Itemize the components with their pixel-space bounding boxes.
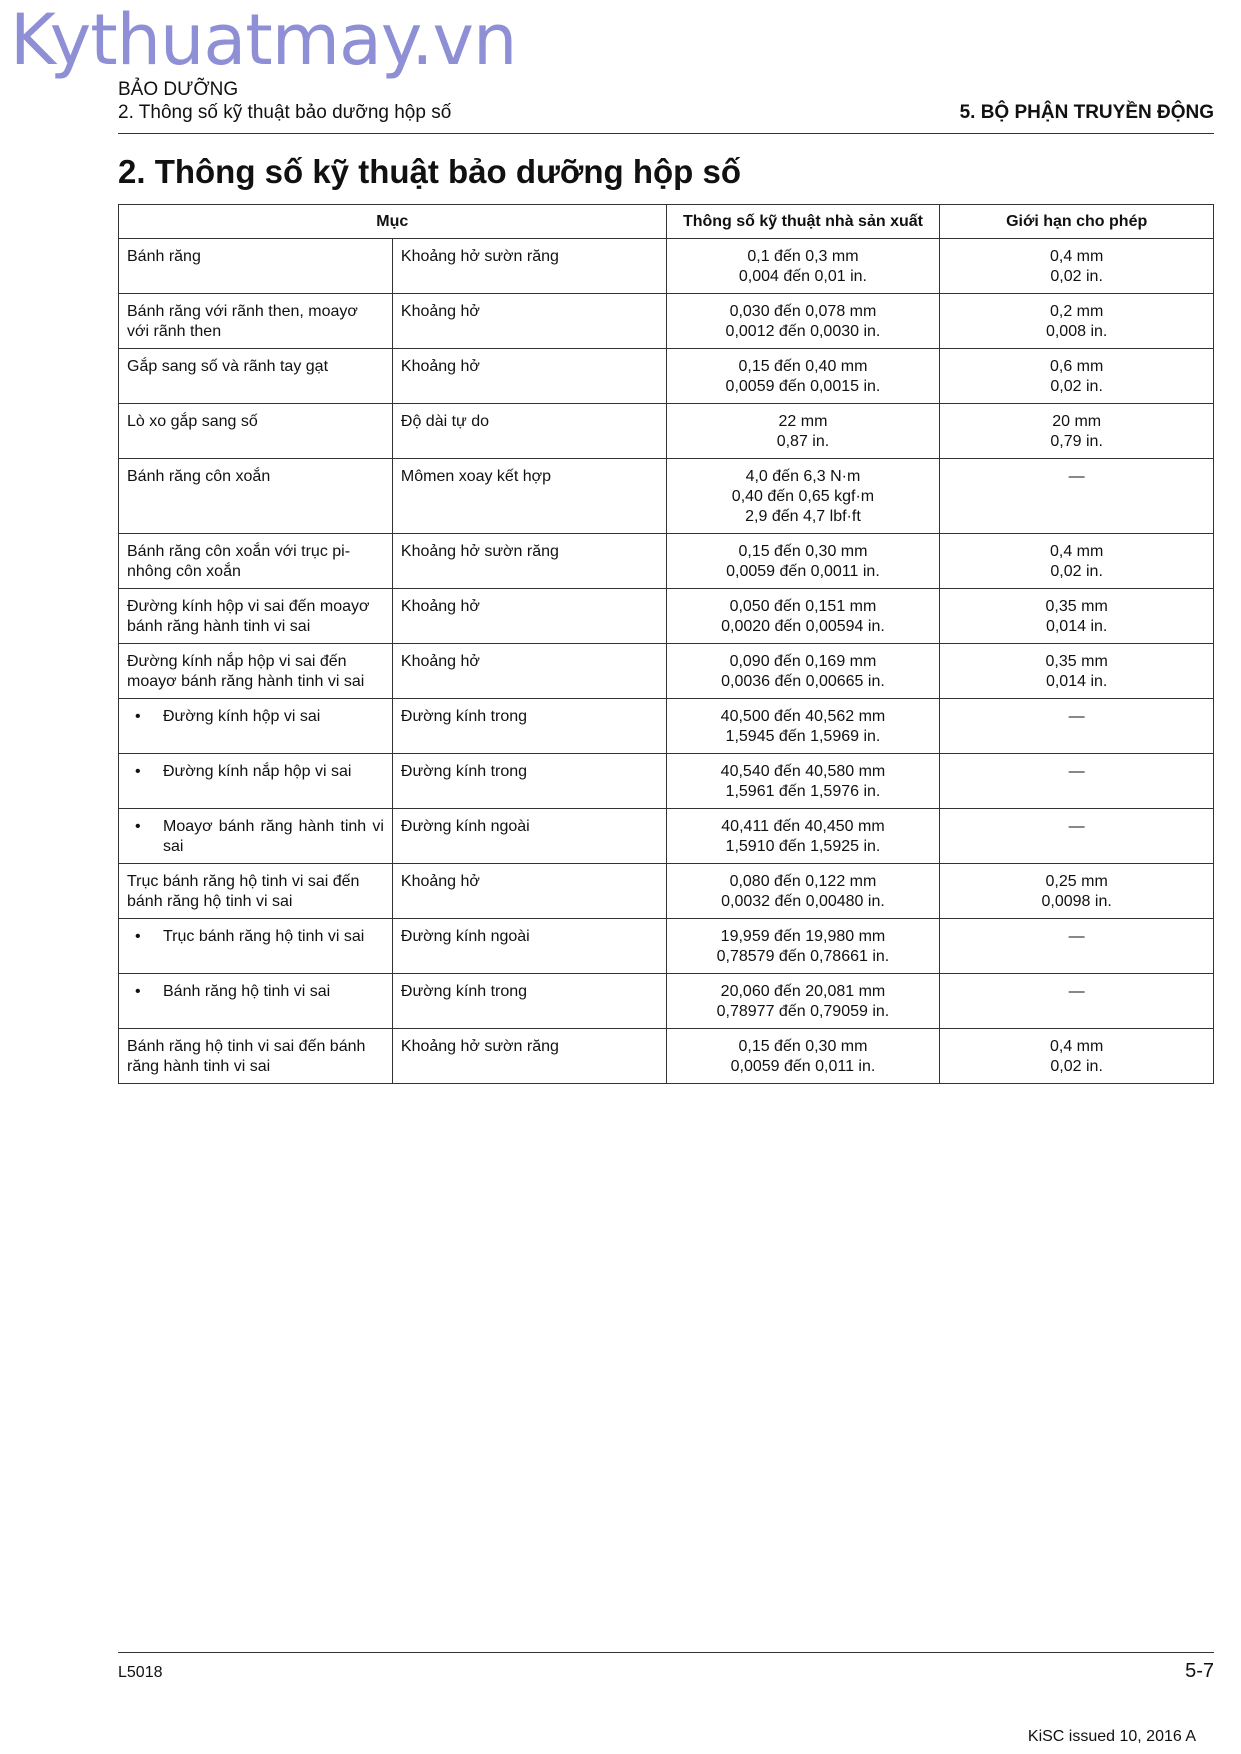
spec-line: 0,0012 đến 0,0030 in. — [725, 323, 881, 340]
bullet-marker: • — [135, 928, 141, 945]
cell-allowable-limit — [940, 349, 1214, 404]
cell-parameter: Đường kính ngoài — [392, 919, 666, 974]
spec-line: 19,959 đến 19,980 mm — [720, 928, 886, 945]
item-label: Trục bánh răng hộ tinh vi sai — [163, 928, 365, 945]
footer-page-number: 5-7 — [1185, 1660, 1214, 1682]
cell-item: Lò xo gắp sang số — [119, 404, 393, 459]
cell-item — [119, 919, 393, 974]
cell-parameter: Khoảng hở sườn răng — [392, 1029, 666, 1084]
header-allowable-limit: Giới hạn cho phép — [940, 205, 1214, 239]
limit-line: — — [1068, 763, 1085, 780]
cell-item: Bánh răng côn xoắn với trục pi-nhông côn xoắn — [119, 534, 393, 589]
cell-parameter: Khoảng hở sườn răng — [392, 534, 666, 589]
cell-allowable-limit — [940, 1029, 1214, 1084]
footer-issue: KiSC issued 10, 2016 A — [1027, 1728, 1196, 1745]
cell-factory-spec — [666, 699, 940, 754]
table-row — [119, 534, 1214, 589]
cell-item: Bánh răng với rãnh then, moayơ với rãnh then — [119, 294, 393, 349]
limit-line: 0,008 in. — [1045, 323, 1108, 340]
limit-line: 0,4 mm — [1049, 248, 1104, 265]
cell-factory-spec — [666, 294, 940, 349]
spec-line: 1,5910 đến 1,5925 in. — [725, 838, 881, 855]
cell-factory-spec — [666, 644, 940, 699]
limit-line: 0,4 mm — [1049, 1038, 1104, 1055]
table-row — [119, 589, 1214, 644]
spec-line: 0,0059 đến 0,011 in. — [730, 1058, 876, 1075]
table-row — [119, 349, 1214, 404]
cell-factory-spec — [666, 404, 940, 459]
spec-line: 0,0032 đến 0,00480 in. — [721, 893, 885, 910]
cell-item — [119, 809, 393, 864]
item-label: Bánh răng hộ tinh vi sai — [163, 983, 331, 1000]
spec-line: 0,78977 đến 0,79059 in. — [716, 1003, 890, 1020]
cell-item: Bánh răng côn xoắn — [119, 459, 393, 534]
limit-line: — — [1068, 468, 1085, 485]
spec-line: 0,090 đến 0,169 mm — [729, 653, 877, 670]
item-label: Đường kính hộp vi sai — [163, 708, 321, 725]
cell-factory-spec — [666, 974, 940, 1029]
bullet-marker: • — [135, 763, 141, 780]
cell-allowable-limit — [940, 754, 1214, 809]
cell-allowable-limit — [940, 809, 1214, 864]
table-row — [119, 809, 1214, 864]
table-row — [119, 919, 1214, 974]
cell-allowable-limit — [940, 919, 1214, 974]
spec-line: 0,0036 đến 0,00665 in. — [721, 673, 885, 690]
limit-line: 0,2 mm — [1049, 303, 1104, 320]
table-row — [119, 974, 1214, 1029]
table-row — [119, 239, 1214, 294]
table-row — [119, 644, 1214, 699]
bullet-marker: • — [135, 983, 141, 1000]
cell-factory-spec — [666, 1029, 940, 1084]
cell-allowable-limit — [940, 699, 1214, 754]
limit-line: 0,02 in. — [1050, 1058, 1103, 1075]
limit-line: 0,6 mm — [1049, 358, 1104, 375]
spec-line: 0,78579 đến 0,78661 in. — [716, 948, 890, 965]
header-subsection: 2. Thông số kỹ thuật bảo dưỡng hộp số — [118, 102, 452, 123]
cell-factory-spec — [666, 239, 940, 294]
limit-line: — — [1068, 983, 1085, 1000]
limit-line: 0,35 mm — [1045, 653, 1108, 670]
header-divider — [118, 133, 1214, 134]
cell-factory-spec — [666, 534, 940, 589]
limit-line: — — [1068, 818, 1085, 835]
table-row — [119, 459, 1214, 534]
bullet-marker: • — [135, 708, 141, 725]
spec-line: 0,1 đến 0,3 mm — [747, 248, 859, 265]
watermark-logo: Kythuatmay.vn — [10, 0, 517, 81]
limit-line: — — [1068, 928, 1085, 945]
cell-allowable-limit — [940, 294, 1214, 349]
cell-item — [119, 974, 393, 1029]
cell-allowable-limit — [940, 459, 1214, 534]
limit-line: 0,4 mm — [1049, 543, 1104, 560]
spec-line: 0,0020 đến 0,00594 in. — [721, 618, 885, 635]
header-item: Mục — [119, 205, 667, 239]
cell-factory-spec — [666, 809, 940, 864]
limit-line: — — [1068, 708, 1085, 725]
cell-item: Đường kính hộp vi sai đến moayơ bánh răng hành tinh vi sai — [119, 589, 393, 644]
spec-table — [118, 204, 1214, 1084]
limit-line: 0,02 in. — [1050, 563, 1103, 580]
page-title: 2. Thông số kỹ thuật bảo dưỡng hộp số — [118, 153, 742, 190]
cell-allowable-limit — [940, 534, 1214, 589]
spec-line: 0,004 đến 0,01 in. — [738, 268, 867, 285]
cell-parameter: Khoảng hở — [392, 294, 666, 349]
cell-parameter: Đường kính trong — [392, 699, 666, 754]
spec-line: 0,030 đến 0,078 mm — [729, 303, 877, 320]
cell-parameter: Mômen xoay kết hợp — [392, 459, 666, 534]
spec-line: 0,40 đến 0,65 kgf·m — [731, 488, 875, 505]
spec-line: 2,9 đến 4,7 lbf·ft — [745, 508, 861, 525]
table-row — [119, 699, 1214, 754]
spec-line: 22 mm — [778, 413, 828, 430]
spec-line: 0,15 đến 0,40 mm — [738, 358, 868, 375]
running-header — [118, 78, 451, 124]
cell-allowable-limit — [940, 644, 1214, 699]
table-row — [119, 864, 1214, 919]
spec-line: 40,540 đến 40,580 mm — [720, 763, 886, 780]
cell-item: Đường kính nắp hộp vi sai đến moayơ bánh răng hành tinh vi sai — [119, 644, 393, 699]
cell-parameter: Độ dài tự do — [392, 404, 666, 459]
cell-factory-spec — [666, 589, 940, 644]
cell-parameter: Khoảng hở sườn răng — [392, 239, 666, 294]
cell-factory-spec — [666, 754, 940, 809]
cell-item: Bánh răng hộ tinh vi sai đến bánh răng hành tinh vi sai — [119, 1029, 393, 1084]
cell-parameter: Khoảng hở — [392, 644, 666, 699]
cell-item: Bánh răng — [119, 239, 393, 294]
cell-factory-spec — [666, 864, 940, 919]
cell-parameter: Khoảng hở — [392, 349, 666, 404]
limit-line: 0,0098 in. — [1041, 893, 1112, 910]
spec-line: 1,5961 đến 1,5976 in. — [725, 783, 881, 800]
footer-doc-code: L5018 — [118, 1664, 163, 1681]
limit-line: 0,02 in. — [1050, 378, 1103, 395]
limit-line: 0,014 in. — [1045, 673, 1108, 690]
cell-parameter: Đường kính ngoài — [392, 809, 666, 864]
cell-item — [119, 699, 393, 754]
spec-line: 1,5945 đến 1,5969 in. — [725, 728, 881, 745]
limit-line: 0,35 mm — [1045, 598, 1108, 615]
cell-allowable-limit — [940, 239, 1214, 294]
table-row — [119, 294, 1214, 349]
limit-line: 0,79 in. — [1050, 433, 1103, 450]
cell-factory-spec — [666, 919, 940, 974]
spec-line: 4,0 đến 6,3 N·m — [745, 468, 861, 485]
table-header-row — [119, 205, 1214, 239]
item-label: Đường kính nắp hộp vi sai — [163, 763, 352, 780]
spec-line: 0,050 đến 0,151 mm — [729, 598, 877, 615]
table-row — [119, 1029, 1214, 1084]
cell-factory-spec — [666, 349, 940, 404]
spec-line: 0,15 đến 0,30 mm — [738, 543, 868, 560]
spec-line: 20,060 đến 20,081 mm — [720, 983, 886, 1000]
limit-line: 20 mm — [1052, 413, 1102, 430]
cell-allowable-limit — [940, 974, 1214, 1029]
table-body — [119, 239, 1214, 1084]
spec-line: 0,0059 đến 0,0015 in. — [725, 378, 881, 395]
table-row — [119, 404, 1214, 459]
cell-item: Trục bánh răng hộ tinh vi sai đến bánh răng hộ tinh vi sai — [119, 864, 393, 919]
cell-parameter: Đường kính trong — [392, 974, 666, 1029]
header-section: BẢO DƯỠNG — [118, 79, 239, 100]
header-chapter: 5. BỘ PHẬN TRUYỀN ĐỘNG — [959, 102, 1214, 123]
spec-line: 40,411 đến 40,450 mm — [721, 818, 885, 835]
spec-line: 0,15 đến 0,30 mm — [738, 1038, 868, 1055]
spec-line: 0,080 đến 0,122 mm — [729, 873, 877, 890]
limit-line: 0,25 mm — [1045, 873, 1108, 890]
header-factory-spec: Thông số kỹ thuật nhà sản xuất — [666, 205, 940, 239]
cell-parameter: Đường kính trong — [392, 754, 666, 809]
limit-line: 0,014 in. — [1045, 618, 1108, 635]
cell-parameter: Khoảng hở — [392, 589, 666, 644]
cell-allowable-limit — [940, 864, 1214, 919]
table-row — [119, 754, 1214, 809]
limit-line: 0,02 in. — [1050, 268, 1103, 285]
spec-line: 0,0059 đến 0,0011 in. — [726, 563, 880, 580]
cell-item — [119, 754, 393, 809]
cell-allowable-limit — [940, 404, 1214, 459]
cell-parameter: Khoảng hở — [392, 864, 666, 919]
cell-item: Gắp sang số và rãnh tay gạt — [119, 349, 393, 404]
item-label: Moayơ bánh răng hành tinh vi sai — [163, 818, 384, 855]
footer-divider — [118, 1652, 1214, 1653]
spec-line: 0,87 in. — [776, 433, 830, 450]
cell-factory-spec — [666, 459, 940, 534]
spec-line: 40,500 đến 40,562 mm — [720, 708, 886, 725]
cell-allowable-limit — [940, 589, 1214, 644]
bullet-marker: • — [135, 818, 141, 835]
